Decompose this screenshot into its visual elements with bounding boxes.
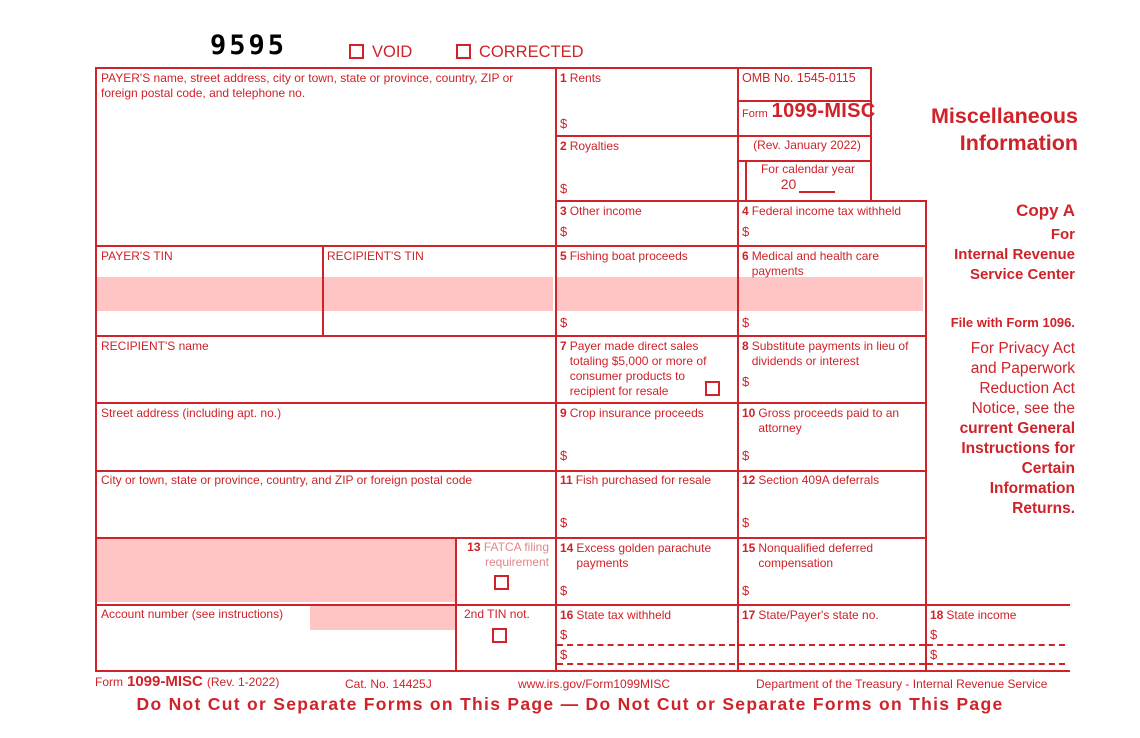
box6-number: 6 [742, 249, 749, 263]
box10-number: 10 [742, 406, 756, 420]
second-tin-checkbox[interactable] [492, 628, 507, 643]
form-number-block [742, 100, 876, 123]
privacy-line-bold: Certain [1021, 460, 1075, 477]
year-prefix: 20 [780, 176, 797, 192]
box10-title: Gross proceeds paid to an attorney [758, 406, 900, 435]
form-word: Form [742, 108, 768, 120]
for-irs-block [925, 225, 1075, 285]
box7-number: 7 [560, 339, 567, 353]
box9-label [560, 406, 732, 421]
grid-line [555, 135, 872, 137]
box12-title: Section 409A deferrals [758, 473, 880, 487]
box7-checkbox[interactable] [705, 381, 720, 396]
fatca-label [457, 540, 549, 570]
grid-line [95, 67, 97, 672]
box4-label [742, 204, 922, 219]
box16-dollar-2: $ [560, 647, 568, 662]
calendar-year-row [748, 176, 868, 193]
account-number-field[interactable] [310, 606, 455, 630]
box10-dollar: $ [742, 448, 750, 463]
box8-dollar: $ [742, 374, 750, 389]
box16-label [560, 608, 732, 623]
box11-dollar: $ [560, 515, 568, 530]
privacy-line-bold: Instructions for [961, 440, 1075, 457]
footer-form-id [95, 673, 279, 690]
privacy-line-bold: Returns. [1012, 500, 1075, 517]
void-checkbox[interactable] [349, 44, 364, 59]
street-address-label: Street address (including apt. no.) [101, 406, 282, 420]
footer-form-number: 1099-MISC [127, 673, 203, 690]
box13-left-shade [97, 539, 455, 602]
box3-title: Other income [569, 204, 642, 218]
grid-line [95, 67, 872, 69]
grid-line [95, 335, 927, 337]
form-number: 1099-MISC [771, 100, 876, 122]
box8-label [742, 339, 918, 369]
box18-dollar-1: $ [930, 627, 938, 642]
privacy-notice [927, 339, 1075, 519]
box5-amount-field[interactable] [557, 277, 737, 311]
grid-line [95, 604, 1070, 606]
treasury-label: Department of the Treasury - Internal Revenue Service [756, 677, 1048, 691]
box16-dollar-1: $ [560, 627, 568, 642]
box8-title: Substitute payments in lieu of dividends or interest [751, 339, 909, 368]
grid-line [870, 67, 872, 202]
privacy-line-bold: current General [959, 420, 1075, 437]
box6-label [742, 249, 918, 279]
privacy-line-bold: Information [989, 480, 1075, 497]
box17-number: 17 [742, 608, 756, 622]
form-title [898, 103, 1078, 157]
box13-number: 13 [467, 540, 481, 554]
box6-dollar: $ [742, 315, 750, 330]
dashed-line [739, 644, 925, 646]
grid-line [737, 67, 739, 672]
box9-number: 9 [560, 406, 567, 420]
for-line1: For [1050, 226, 1075, 243]
box9-title: Crop insurance proceeds [569, 406, 704, 420]
fatca-label-text: FATCA filing requirement [483, 540, 549, 569]
privacy-line: Notice, see the [971, 400, 1075, 417]
corrected-label: CORRECTED [479, 43, 584, 61]
grid-line [555, 67, 557, 672]
box6-amount-field[interactable] [739, 277, 923, 311]
box5-number: 5 [560, 249, 567, 263]
privacy-line: and Paperwork [970, 360, 1075, 377]
catalog-number: Cat. No. 14425J [345, 677, 432, 691]
grid-line [95, 245, 927, 247]
dashed-line [739, 663, 925, 665]
footer-form-word: Form [95, 675, 123, 689]
payer-tin-field[interactable] [97, 277, 324, 311]
box1-title: Rents [569, 71, 602, 85]
print-code: 9595 [210, 30, 288, 61]
recipient-name-label: RECIPIENT'S name [101, 339, 209, 353]
box2-label [560, 139, 732, 154]
box8-number: 8 [742, 339, 749, 353]
box3-number: 3 [560, 204, 567, 218]
box1-dollar: $ [560, 116, 568, 131]
dashed-line [557, 663, 735, 665]
box18-number: 18 [930, 608, 944, 622]
box5-label [560, 249, 732, 264]
box11-title: Fish purchased for resale [575, 473, 712, 487]
city-label: City or town, state or province, country, and ZIP or foreign postal code [101, 473, 473, 487]
payer-info-label: PAYER'S name, street address, city or town, state or province, country, ZIP or foreign postal code, and telephone no. [101, 71, 514, 100]
box14-label [560, 541, 728, 571]
box7-label [560, 339, 728, 399]
calendar-year-label: For calendar year [760, 162, 856, 176]
grid-line [95, 402, 927, 404]
box15-title: Nonqualified deferred compensation [758, 541, 874, 570]
do-not-cut-warning: Do Not Cut or Separate Forms on This Page — Do Not Cut or Separate Forms on This Page [136, 694, 1004, 714]
privacy-line: Reduction Act [979, 380, 1075, 397]
corrected-checkbox[interactable] [456, 44, 471, 59]
form-title-line2: Information [959, 131, 1078, 155]
account-number-label: Account number (see instructions) [101, 607, 284, 621]
dashed-line [927, 644, 1065, 646]
box4-dollar: $ [742, 224, 750, 239]
box2-number: 2 [560, 139, 567, 153]
box5-title: Fishing boat proceeds [569, 249, 688, 263]
recipient-tin-field[interactable] [322, 277, 553, 311]
for-line3: Service Center [969, 266, 1075, 283]
box12-label [742, 473, 918, 488]
void-label: VOID [372, 43, 413, 61]
irs-url: www.irs.gov/Form1099MISC [518, 677, 671, 691]
copy-a-label: Copy A [1016, 201, 1075, 220]
box18-label [930, 608, 1068, 623]
box3-dollar: $ [560, 224, 568, 239]
box9-dollar: $ [560, 448, 568, 463]
box15-number: 15 [742, 541, 756, 555]
recipient-tin-label: RECIPIENT'S TIN [327, 249, 424, 263]
grid-line [95, 470, 927, 472]
box14-title: Excess golden parachute payments [576, 541, 712, 570]
box3-label [560, 204, 732, 219]
file-with-label: File with Form 1096. [950, 315, 1075, 330]
box14-number: 14 [560, 541, 574, 555]
fatca-checkbox[interactable] [494, 575, 509, 590]
box2-title: Royalties [569, 139, 620, 153]
box11-number: 11 [560, 473, 573, 487]
grid-line [95, 537, 927, 539]
box18-dollar-2: $ [930, 647, 938, 662]
box15-dollar: $ [742, 583, 750, 598]
second-tin-label: 2nd TIN not. [464, 607, 530, 621]
box4-title: Federal income tax withheld [751, 204, 902, 218]
box12-dollar: $ [742, 515, 750, 530]
box2-dollar: $ [560, 181, 568, 196]
footer-revision: (Rev. 1-2022) [206, 675, 280, 689]
box6-title: Medical and health care payments [751, 249, 880, 278]
form-title-line1: Miscellaneous [931, 104, 1078, 128]
box1-label [560, 71, 732, 86]
box14-dollar: $ [560, 583, 568, 598]
dashed-line [927, 663, 1065, 665]
box10-label [742, 406, 914, 436]
box7-title: Payer made direct sales totaling $5,000 or more of consumer products to recipient for resale [569, 339, 707, 398]
year-blank-field[interactable] [799, 176, 835, 193]
payer-tin-label: PAYER'S TIN [101, 249, 173, 263]
omb-number: OMB No. 1545-0115 [742, 71, 856, 85]
grid-line [745, 160, 747, 200]
dashed-line [557, 644, 735, 646]
box16-title: State tax withheld [576, 608, 672, 622]
box12-number: 12 [742, 473, 756, 487]
grid-line [95, 670, 1070, 672]
box17-label [742, 608, 924, 623]
box17-title: State/Payer's state no. [758, 608, 879, 622]
form-revision: (Rev. January 2022) [753, 138, 861, 152]
box5-dollar: $ [560, 315, 568, 330]
grid-line [322, 245, 324, 337]
for-line2: Internal Revenue [954, 246, 1075, 263]
box18-title: State income [946, 608, 1017, 622]
box4-number: 4 [742, 204, 749, 218]
box15-label [742, 541, 910, 571]
box16-number: 16 [560, 608, 574, 622]
privacy-line: For Privacy Act [970, 340, 1075, 357]
box1-number: 1 [560, 71, 567, 85]
box11-label [560, 473, 732, 488]
